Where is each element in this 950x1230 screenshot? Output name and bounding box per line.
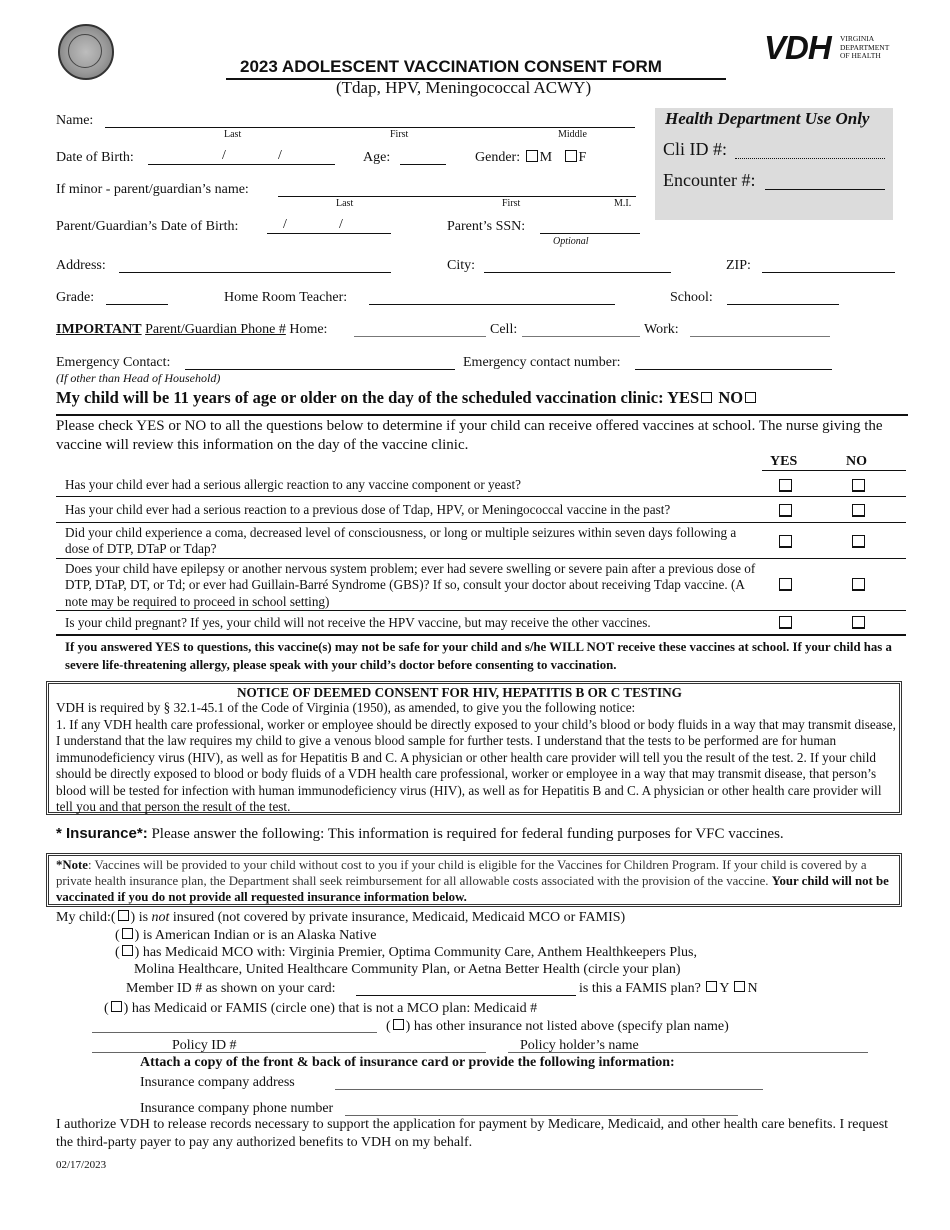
dob-slash-2: / <box>278 148 282 163</box>
yes-answer-warning: If you answered YES to questions, this vaccine(s) may not be safe for your child and s/he WILL NOT receive these vaccines at school. If your child has a severe life-threatening allergy, please speak with your child’s doctor before consenting to vaccination. <box>65 640 892 672</box>
column-header-line <box>762 470 906 471</box>
policy-holder-label: Policy holder’s name <box>520 1038 639 1053</box>
age-yes-checkbox[interactable] <box>701 392 712 403</box>
emergency-number-field[interactable] <box>635 369 832 370</box>
vdh-logo-text: VDH <box>764 29 831 66</box>
ssn-label: Parent’s SSN: <box>447 219 526 234</box>
policy-id-field[interactable] <box>92 1052 486 1053</box>
dob-slash-1: / <box>222 148 226 163</box>
name-sub-first: First <box>390 129 409 140</box>
q1-yes-checkbox[interactable] <box>779 479 792 492</box>
medicaid-number-field[interactable] <box>92 1032 377 1033</box>
famis-yes-checkbox[interactable] <box>706 981 717 992</box>
phone-row-label: IMPORTANT Parent/Guardian Phone # Home: <box>56 322 328 337</box>
guardian-dob-slash-1: / <box>283 217 287 232</box>
q3-no-checkbox[interactable] <box>852 535 865 548</box>
q5-no-checkbox[interactable] <box>852 616 865 629</box>
guardian-dob-field[interactable] <box>267 233 391 234</box>
ssn-field[interactable] <box>540 233 640 234</box>
name-sub-middle: Middle <box>558 129 587 140</box>
emergency-contact-label: Emergency Contact: <box>56 355 171 370</box>
question-divider <box>56 610 906 611</box>
question-divider <box>56 522 906 523</box>
vdh-logo-subtext: VIRGINIA DEPARTMENT OF HEALTH <box>840 34 890 60</box>
homeroom-field[interactable] <box>369 304 615 305</box>
zip-label: ZIP: <box>726 258 751 273</box>
notice-intro: VDH is required by § 32.1-45.1 of the Code of Virginia (1950), as amended, to give you the following notice: <box>56 700 636 715</box>
gender-f-checkbox[interactable] <box>565 150 577 162</box>
address-label: Address: <box>56 258 106 273</box>
member-id-label: Member ID # as shown on your card: <box>126 981 336 996</box>
medicaid-famis-checkbox[interactable]: ( ) <box>104 1001 129 1016</box>
famis-no-checkbox[interactable] <box>734 981 745 992</box>
guardian-dob-slash-2: / <box>339 217 343 232</box>
q4-yes-checkbox[interactable] <box>779 578 792 591</box>
policy-id-label: Policy ID # <box>172 1038 237 1053</box>
question-divider <box>56 496 906 497</box>
medicaid-mco-checkbox[interactable]: ( ) <box>115 945 140 960</box>
encounter-field[interactable] <box>765 189 885 190</box>
company-address-field[interactable] <box>335 1089 763 1090</box>
gender-m-checkbox[interactable] <box>526 150 538 162</box>
emergency-number-label: Emergency contact number: <box>463 355 621 370</box>
city-label: City: <box>447 258 476 273</box>
work-phone-field[interactable] <box>690 336 830 337</box>
grade-field[interactable] <box>106 304 168 305</box>
age-eligibility-question: My child will be 11 years of age or older on the day of the scheduled vaccination clinic: YES NO <box>56 388 758 408</box>
gender-label: Gender: M F <box>475 150 587 165</box>
q2-no-checkbox[interactable] <box>852 504 865 517</box>
emergency-note: (If other than Head of Household) <box>56 371 221 385</box>
dob-label: Date of Birth: <box>56 150 134 165</box>
insurance-option-not-insured: My child:( ) is not insured (not covered by private insurance, Medicaid, Medicaid MCO or FAMIS) <box>56 910 626 925</box>
grade-label: Grade: <box>56 290 95 305</box>
dob-field[interactable] <box>148 164 335 165</box>
insurance-option-medicaid-famis: ( ) has Medicaid or FAMIS (circle one) that is not a MCO plan: Medicaid # <box>104 1001 538 1016</box>
section-divider <box>56 414 908 416</box>
health-department-use-only-box <box>655 108 893 220</box>
question-5: Is your child pregnant? If yes, your child will not receive the HPV vaccine, but may receive the other vaccines. <box>65 615 651 630</box>
age-label: Age: <box>363 150 391 165</box>
insurance-note: *Note: Vaccines will be provided to your child without cost to you if your child is eligible for the Vaccines for Children Program. If your child is covered by a private health insurance plan, the Department shall seek reimbursement for all allowable costs associated with the provision of the vaccine. Your child will not be vaccinated if you do not provide all requested insurance information below. <box>56 858 889 904</box>
q3-yes-checkbox[interactable] <box>779 535 792 548</box>
zip-field[interactable] <box>762 272 895 273</box>
form-revision-date: 02/17/2023 <box>56 1159 107 1171</box>
no-column-header: NO <box>846 454 867 469</box>
question-4: Does your child have epilepsy or another nervous system problem; ever had severe swelling or severe pain after a previous dose of DTP, DTaP, DT, or Td; or ever had Guillain-Barré Syndrome (GBS)? If so, consult your doctor about receiving Tdap vaccine. (A note may be required to proceed in school setting) <box>65 561 756 609</box>
homeroom-label: Home Room Teacher: <box>224 290 348 305</box>
virginia-seal-logo <box>58 24 114 80</box>
q4-no-checkbox[interactable] <box>852 578 865 591</box>
notice-title: NOTICE OF DEEMED CONSENT FOR HIV, HEPATITIS B OR C TESTING <box>237 685 682 700</box>
famis-plan-question: is this a FAMIS plan? Y N <box>579 981 758 996</box>
guardian-name-field[interactable] <box>278 196 636 197</box>
age-field[interactable] <box>400 164 446 165</box>
encounter-label: Encounter #: <box>663 170 756 190</box>
insurance-option-other: ( ) has other insurance not listed above (specify plan name) <box>386 1019 729 1034</box>
name-field[interactable] <box>105 127 635 128</box>
ssn-optional: Optional <box>553 236 589 247</box>
cli-id-label: Cli ID #: <box>663 139 728 159</box>
authorization-statement: I authorize VDH to release records necessary to support the application for payment by Medicare, Medicaid, and other health care benefits. I request the third-party payer to pay any authorized benefits to VDH on my behalf. <box>56 1117 889 1150</box>
other-insurance-checkbox[interactable]: ( ) <box>386 1019 411 1034</box>
insurance-heading: * Insurance*: Please answer the following: This information is required for federal funding purposes for VFC vaccines. <box>56 825 784 842</box>
q2-yes-checkbox[interactable] <box>779 504 792 517</box>
q1-no-checkbox[interactable] <box>852 479 865 492</box>
work-label: Work: <box>644 322 679 337</box>
address-field[interactable] <box>119 272 391 273</box>
question-2: Has your child ever had a serious reaction to a previous dose of Tdap, HPV, or Meningococcal vaccine in the past? <box>65 502 671 517</box>
guardian-sub-mi: M.I. <box>614 198 632 209</box>
form-subtitle: (Tdap, HPV, Meningococcal ACWY) <box>336 78 592 97</box>
insurance-option-american-indian: ( ) is American Indian or is an Alaska Native <box>115 928 377 943</box>
form-title: 2023 ADOLESCENT VACCINATION CONSENT FORM <box>240 57 662 76</box>
mco-plan-list-cont: Molina Healthcare, United Healthcare Community Plan, or Aetna Better Health (circle your plan) <box>134 962 681 977</box>
guardian-dob-label: Parent/Guardian’s Date of Birth: <box>56 219 239 234</box>
city-field[interactable] <box>484 272 671 273</box>
q5-yes-checkbox[interactable] <box>779 616 792 629</box>
question-3: Did your child experience a coma, decreased level of consciousness, or long or multiple seizures within seven days following a dose of DTP, DTaP or Tdap? <box>65 525 737 557</box>
guardian-sub-last: Last <box>336 198 354 209</box>
yes-column-header: YES <box>770 454 798 469</box>
company-address-label: Insurance company address <box>140 1075 295 1090</box>
school-label: School: <box>670 290 713 305</box>
member-id-field[interactable] <box>356 995 576 996</box>
american-indian-checkbox[interactable]: ( ) <box>115 928 140 943</box>
deemed-consent-notice-box <box>46 681 902 815</box>
hd-box-title: Health Department Use Only <box>665 109 870 128</box>
guardian-sub-first: First <box>502 198 521 209</box>
school-field[interactable] <box>727 304 839 305</box>
cli-id-field[interactable] <box>735 158 885 159</box>
instructions-text: Please check YES or NO to all the questions below to determine if your child can receive offered vaccines at school. The nurse giving the vaccine will review this information on the day of the vaccine clinic. <box>56 418 883 453</box>
notice-body: 1. If any VDH health care professional, worker or employee should be directly exposed to your child’s blood or body fluids in a way that may transmit disease, I understand that the law requires my child to give a venous blood sample for further tests. I understand that the tests to be performed are for human immunodeficiency virus (HIV), as well as for Hepatitis B and C. A physician or other health care provider will tell you the result of the test. 2. If your child should be directly exposed to blood or body fluids of a VDH health care professional, worker or employee in a way that may transmit disease, that person’s blood will be tested for infection with human immunodeficiency virus (HIV), as well as for Hepatitis B and C. A physician or other health care provider will tell you and that person the result of the test. <box>56 717 896 815</box>
name-label: Name: <box>56 113 94 128</box>
question-divider <box>56 634 906 636</box>
question-1: Has your child ever had a serious allergic reaction to any vaccine component or yeast? <box>65 477 522 492</box>
company-phone-label: Insurance company phone number <box>140 1101 334 1116</box>
insurance-option-medicaid-mco: ( ) has Medicaid MCO with: Virginia Premier, Optima Community Care, Anthem Healthkeepers Plus, <box>115 945 697 960</box>
guardian-name-label: If minor - parent/guardian’s name: <box>56 182 249 197</box>
question-divider <box>56 558 906 559</box>
not-insured-checkbox[interactable]: ( ) <box>110 910 136 925</box>
attach-card-instruction: Attach a copy of the front & back of insurance card or provide the following information: <box>140 1055 675 1070</box>
policy-holder-field[interactable] <box>508 1052 868 1053</box>
cell-label: Cell: <box>490 322 518 337</box>
home-phone-field[interactable] <box>354 336 486 337</box>
cell-phone-field[interactable] <box>522 336 640 337</box>
insurance-note-box <box>46 853 902 907</box>
name-sub-last: Last <box>224 129 242 140</box>
emergency-contact-field[interactable] <box>185 369 455 370</box>
age-no-checkbox[interactable] <box>745 392 756 403</box>
